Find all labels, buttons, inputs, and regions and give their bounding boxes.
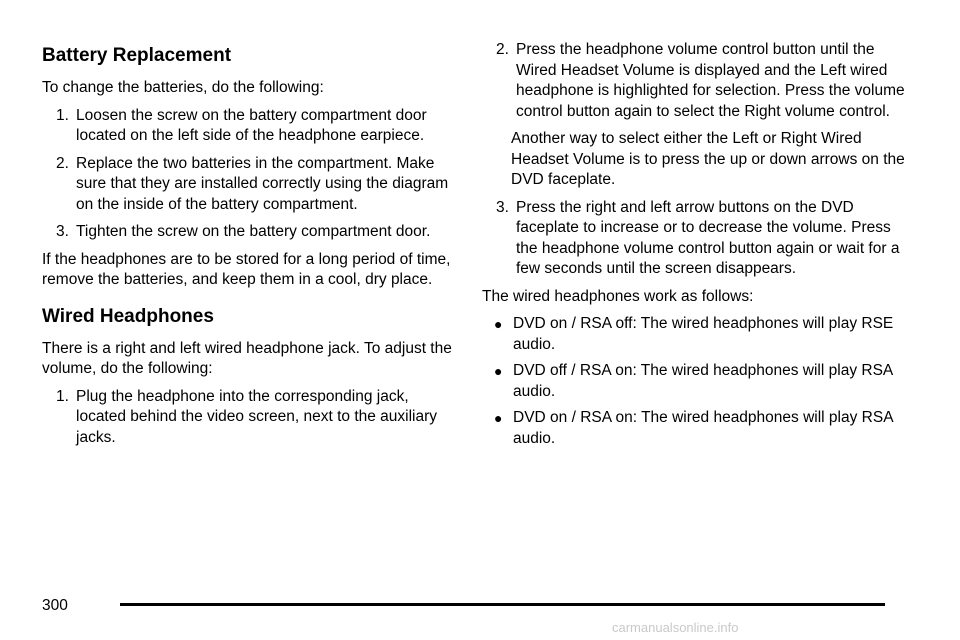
works-intro: The wired headphones work as follows: — [482, 287, 754, 305]
bullet-icon: ● — [494, 410, 503, 426]
list-text: Press the right and left arrow buttons on the DVD faceplate to increase or to decrease the volume. Press the headphone volume control button again or wait for a few seconds until the screen disappears. — [516, 198, 900, 277]
storage-note: If the headphones are to be stored for a long period of time, remove the batteries, and keep them in a cool, dry place. — [42, 250, 451, 288]
wired-intro: There is a right and left wired headphone jack. To adjust the volume, do the following: — [42, 339, 452, 377]
footer-rule — [120, 603, 885, 606]
list-number: 2. — [56, 154, 69, 172]
list-item — [42, 222, 462, 243]
right-column — [482, 40, 912, 455]
list-text: Replace the two batteries in the compartment. Make sure that they are installed correctly using the diagram on the inside of the battery compartment. — [76, 154, 449, 213]
list-item — [42, 387, 462, 449]
list-item — [42, 154, 462, 216]
alternate-method-note: Another way to select either the Left or Right Wired Headset Volume is to press the up or down arrows on the DVD faceplate. — [511, 130, 905, 188]
page-number: 300 — [42, 597, 68, 614]
list-item — [482, 40, 912, 122]
battery-replacement-heading: Battery Replacement — [42, 45, 232, 66]
bullet-item — [482, 361, 912, 402]
list-item — [482, 198, 912, 280]
watermark: carmanualsonline.info — [612, 620, 739, 635]
list-text: Press the headphone volume control button until the Wired Headset Volume is displayed and the Left wired headphone is highlighted for selection. Press the volume control button again to select the Right volume control. — [516, 41, 905, 120]
bullet-text: DVD on / RSA on: The wired headphones will play RSA audio. — [513, 409, 893, 447]
list-text: Plug the headphone into the corresponding jack, located behind the video screen, next to the auxiliary jacks. — [76, 387, 438, 446]
list-text: Loosen the screw on the battery compartment door located on the left side of the headphone earpiece. — [76, 106, 427, 144]
bullet-icon: ● — [494, 363, 503, 379]
list-number: 2. — [496, 41, 509, 58]
bullet-item — [482, 314, 912, 355]
list-number: 1. — [56, 106, 69, 124]
list-text: Tighten the screw on the battery compartment door. — [76, 223, 431, 240]
bullet-text: DVD off / RSA on: The wired headphones will play RSA audio. — [513, 362, 893, 400]
list-number: 3. — [496, 198, 509, 216]
wired-headphones-heading: Wired Headphones — [42, 305, 214, 327]
left-column — [42, 40, 462, 455]
bullet-text: DVD on / RSA off: The wired headphones will play RSE audio. — [513, 315, 894, 353]
list-item — [42, 106, 462, 147]
list-number: 3. — [56, 223, 69, 240]
bullet-icon: ● — [494, 316, 503, 332]
battery-intro: To change the batteries, do the following: — [42, 79, 324, 96]
list-number: 1. — [56, 387, 69, 405]
bullet-item — [482, 408, 912, 449]
